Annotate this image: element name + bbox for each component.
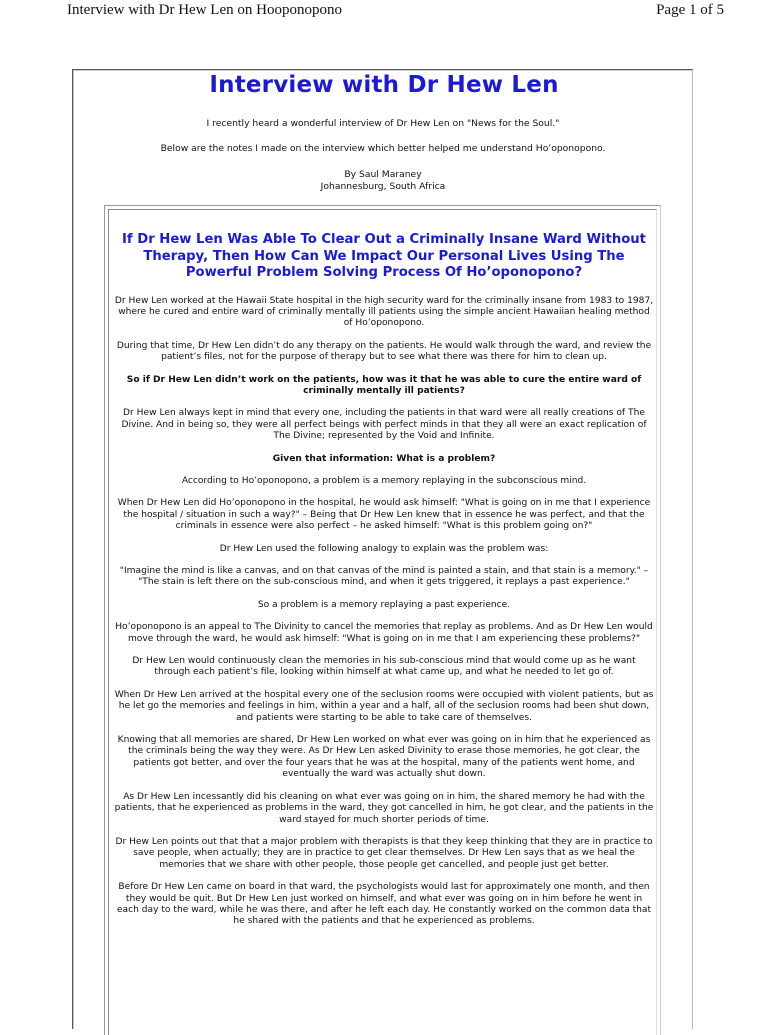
page-title: Interview with Dr Hew Len: [209, 72, 559, 98]
paragraph: So a problem is a memory replaying a past experience.: [257, 599, 511, 610]
paragraph: Dr Hew Len always kept in mind that every one, including the patients in that ward were all really creations of The Divine. And in being so, they were all perfect beings with perfect minds in that they all were an exact replication of The Divine; represented by the Void and Infinite.: [121, 408, 647, 442]
paragraph: Dr Hew Len points out that that a major problem with therapists is that they keep thinking that they are in practice to save people, when actually; they are in practice to get clear themselves. Dr Hew Len says that as we heal the memories that we share with other people, those people get cancelled, and people just get better.: [115, 836, 653, 870]
location: Johannesburg, South Africa: [320, 181, 446, 192]
paragraph: "Imagine the mind is like a canvas, and on that canvas of the mind is painted a stain, and that stain is a memory." – "The stain is left there on the sub-conscious mind, and when it gets triggered, it replays a past experience.": [119, 566, 649, 588]
article-subheading: If Dr Hew Len Was Able To Clear Out a Criminally Insane Ward Without Therapy, Then How Can We Impact Our Personal Lives Using The Powerful Problem Solving Process Of Ho’oponopono?: [122, 232, 646, 280]
paragraph: When Dr Hew Len arrived at the hospital every one of the seclusion rooms were occupied with violent patients, but as he let go the memories and feelings in him, within a year and a half, all of the seclusion rooms had been shut down, and patients were starting to be able to take care of themselves.: [114, 689, 654, 723]
paragraph: Before Dr Hew Len came on board in that ward, the psychologists would last for approximately one month, and then they would be quit. But Dr Hew Len just worked on himself, and what ever was going on in him before he went in each day to the ward, while he was there, and after he left each day. He constantly worked on the common data that he shared with the patients and that he experienced as problems.: [116, 882, 652, 927]
paragraph: Dr Hew Len used the following analogy to explain was the problem was:: [219, 543, 549, 554]
running-header: [0, 0, 768, 24]
paragraph: Ho’oponopono is an appeal to The Divinity to cancel the memories that replay as problems. And as Dr Hew Len would move through the ward, he would ask himself: "What is going on in me that I am experiencing these problems?": [115, 622, 653, 644]
paragraph: Dr Hew Len would continuously clean the memories in his sub-conscious mind that would come up as he want through each patient’s file, looking within himself at what came up, and what he needed to let go of.: [132, 656, 636, 678]
byline: By Saul Maraney: [344, 169, 422, 180]
page-indicator: Page 1 of 5: [656, 2, 724, 18]
paragraph: Dr Hew Len worked at the Hawaii State hospital in the high security ward for the criminally insane from 1983 to 1987, where he cured and entire ward of criminally mentally ill patients using the simple ancient Hawaiian healing method of Ho’oponopono.: [114, 295, 654, 329]
paragraph: When Dr Hew Len did Ho’oponopono in the hospital, he would ask himself: "What is going on in me that I experience the hospital / situation in such a way?" – Being that Dr Hew Len knew that in essence he was perfect, and that the criminals in essence were also perfect – he asked himself: "What is this problem going on?": [117, 498, 651, 532]
paragraph: As Dr Hew Len incessantly did his cleaning on what ever was going on in him, the shared memory he had with the patients, that he experienced as problems in the ward, they got cancelled in him, he got clear, and the patients in the ward stayed for much shorter periods of time.: [114, 791, 654, 825]
intro-line-1: I recently heard a wonderful interview of Dr Hew Len on "News for the Soul.": [206, 118, 560, 129]
question-heading: So if Dr Hew Len didn’t work on the patients, how was it that he was able to cure the entire ward of criminally mentally ill patients?: [126, 374, 642, 396]
paragraph: According to Ho’oponopono, a problem is a memory replaying in the subconscious mind.: [181, 475, 587, 486]
paragraph: During that time, Dr Hew Len didn’t do any therapy on the patients. He would walk through the ward, and review the patient’s files, not for the purpose of therapy but to see what there was there for him to clean up.: [116, 340, 652, 363]
document-title: Interview with Dr Hew Len on Hooponopono: [67, 2, 342, 18]
article-body: [114, 232, 654, 939]
paragraph: Knowing that all memories are shared, Dr Hew Len worked on what ever was going on in him that he experienced as the criminals being the way they were. As Dr Hew Len asked Divinity to erase those memories, he got clear, the patients got better, and over the four years that he was at the hospital, many of the patients went home, and eventually the ward was actually shut down.: [117, 735, 651, 780]
intro-line-2: Below are the notes I made on the interview which better helped me understand Ho’oponopono.: [160, 143, 606, 154]
question-heading: Given that information: What is a problem?: [272, 453, 496, 464]
